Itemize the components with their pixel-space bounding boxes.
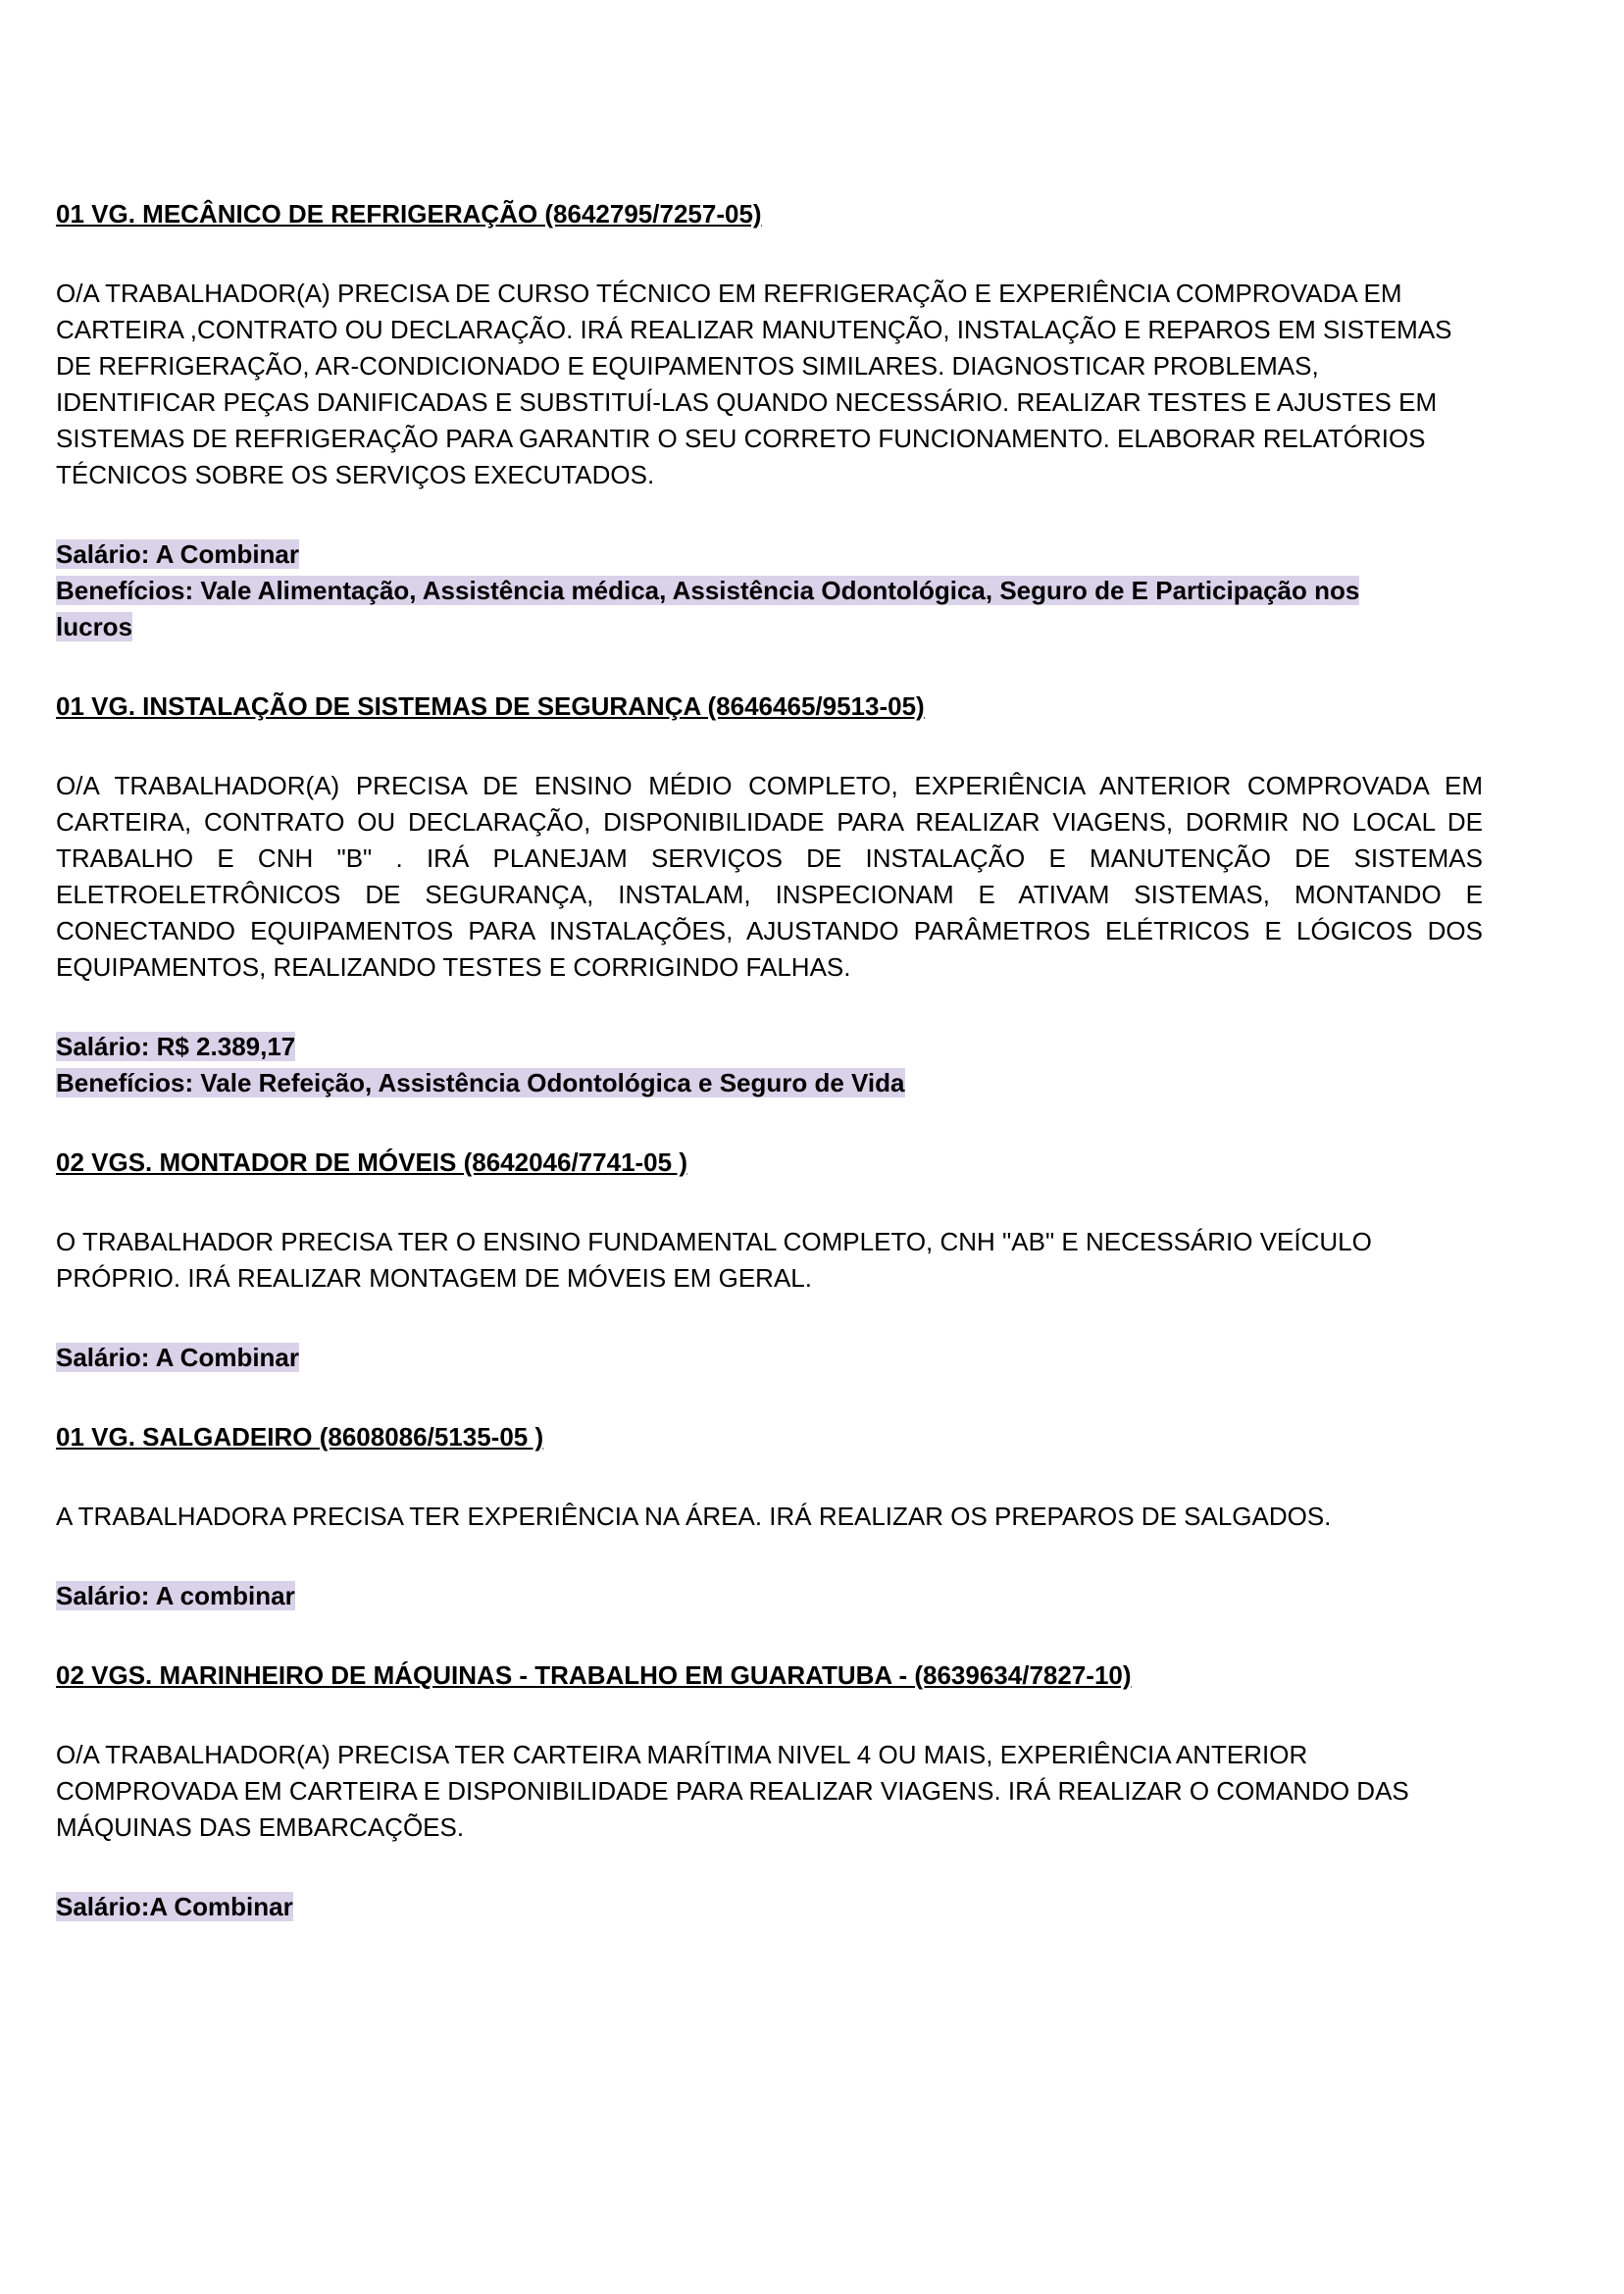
- salary-line: [56, 536, 1483, 573]
- job-section-marinheiro-maquinas: [56, 1657, 1483, 1925]
- salary-line: [56, 1578, 1483, 1614]
- salary-text: Salário: A Combinar: [56, 1343, 300, 1372]
- benefits-text: lucros: [56, 612, 133, 641]
- job-title: 02 VGS. MARINHEIRO DE MÁQUINAS - TRABALHO EM GUARATUBA - (8639634/7827-10): [56, 1660, 1132, 1690]
- job-section-mecanico-refrigeracao: [56, 196, 1483, 645]
- benefits-text: Benefícios: Vale Alimentação, Assistência médica, Assistência Odontológica, Seguro de E Participação nos: [56, 576, 1360, 605]
- benefits-line: [56, 1065, 1483, 1101]
- salary-text: Salário: A Combinar: [56, 539, 300, 569]
- salary-benefits-block: [56, 536, 1483, 645]
- benefits-line: [56, 573, 1483, 609]
- job-description: O/A TRABALHADOR(A) PRECISA DE CURSO TÉCNICO EM REFRIGERAÇÃO E EXPERIÊNCIA COMPROVADA EM CARTEIRA ,CONTRATO OU DECLARAÇÃO. IRÁ REALIZAR MANUTENÇÃO, INSTALAÇÃO E REPAROS EM SISTEMAS DE REFRIGERAÇÃO, AR-CONDICIONADO E EQUIPAMENTOS SIMILARES. DIAGNOSTICAR PROBLEMAS, IDENTIFICAR PEÇAS DANIFICADAS E SUBSTITUÍ-LAS QUANDO NECESSÁRIO. REALIZAR TESTES E AJUSTES EM SISTEMAS DE REFRIGERAÇÃO PARA GARANTIR O SEU CORRETO FUNCIONAMENTO. ELABORAR RELATÓRIOS TÉCNICOS SOBRE OS SERVIÇOS EXECUTADOS.: [56, 279, 1452, 489]
- job-title: 01 VG. MECÂNICO DE REFRIGERAÇÃO (8642795/7257-05): [56, 199, 762, 229]
- job-title: 01 VG. SALGADEIRO (8608086/5135-05 ): [56, 1422, 544, 1452]
- job-description: O TRABALHADOR PRECISA TER O ENSINO FUNDAMENTAL COMPLETO, CNH "AB" E NECESSÁRIO VEÍCULO PRÓPRIO. IRÁ REALIZAR MONTAGEM DE MÓVEIS EM GERAL.: [56, 1227, 1372, 1293]
- document-content: [56, 196, 1483, 1925]
- salary-text: Salário:A Combinar: [56, 1892, 293, 1921]
- benefits-text: Benefícios: Vale Refeição, Assistência Odontológica e Seguro de Vida: [56, 1068, 905, 1097]
- salary-benefits-block: [56, 1340, 1483, 1376]
- salary-text: Salário: R$ 2.389,17: [56, 1032, 296, 1061]
- job-section-salgadeiro: [56, 1419, 1483, 1614]
- job-section-instalacao-seguranca: [56, 688, 1483, 1101]
- job-description: O/A TRABALHADOR(A) PRECISA TER CARTEIRA MARÍTIMA NIVEL 4 OU MAIS, EXPERIÊNCIA ANTERIOR COMPROVADA EM CARTEIRA E DISPONIBILIDADE PARA REALIZAR VIAGENS. IRÁ REALIZAR O COMANDO DAS MÁQUINAS DAS EMBARCAÇÕES.: [56, 1740, 1409, 1842]
- salary-benefits-block: [56, 1029, 1483, 1101]
- benefits-line-wrap: [56, 609, 1483, 645]
- job-description: A TRABALHADORA PRECISA TER EXPERIÊNCIA NA ÁREA. IRÁ REALIZAR OS PREPAROS DE SALGADOS.: [56, 1502, 1332, 1531]
- job-title: 02 VGS. MONTADOR DE MÓVEIS (8642046/7741-05 ): [56, 1147, 687, 1177]
- salary-line: [56, 1889, 1483, 1925]
- salary-line: [56, 1340, 1483, 1376]
- job-description: O/A TRABALHADOR(A) PRECISA DE ENSINO MÉDIO COMPLETO, EXPERIÊNCIA ANTERIOR COMPROVADA EM CARTEIRA, CONTRATO OU DECLARAÇÃO, DISPONIBILIDADE PARA REALIZAR VIAGENS, DORMIR NO LOCAL DE TRABALHO E CNH "B" . IRÁ PLANEJAM SERVIÇOS DE INSTALAÇÃO E MANUTENÇÃO DE SISTEMAS ELETROELETRÔNICOS DE SEGURANÇA, INSTALAM, INSPECIONAM E ATIVAM SISTEMAS, MONTANDO E CONECTANDO EQUIPAMENTOS PARA INSTALAÇÕES, AJUSTANDO PARÂMETROS ELÉTRICOS E LÓGICOS DOS EQUIPAMENTOS, REALIZANDO TESTES E CORRIGINDO FALHAS.: [56, 771, 1483, 982]
- salary-benefits-block: [56, 1889, 1483, 1925]
- job-section-montador-moveis: [56, 1145, 1483, 1376]
- salary-text: Salário: A combinar: [56, 1581, 295, 1610]
- salary-line: [56, 1029, 1483, 1065]
- salary-benefits-block: [56, 1578, 1483, 1614]
- job-title: 01 VG. INSTALAÇÃO DE SISTEMAS DE SEGURANÇA (8646465/9513-05): [56, 691, 925, 721]
